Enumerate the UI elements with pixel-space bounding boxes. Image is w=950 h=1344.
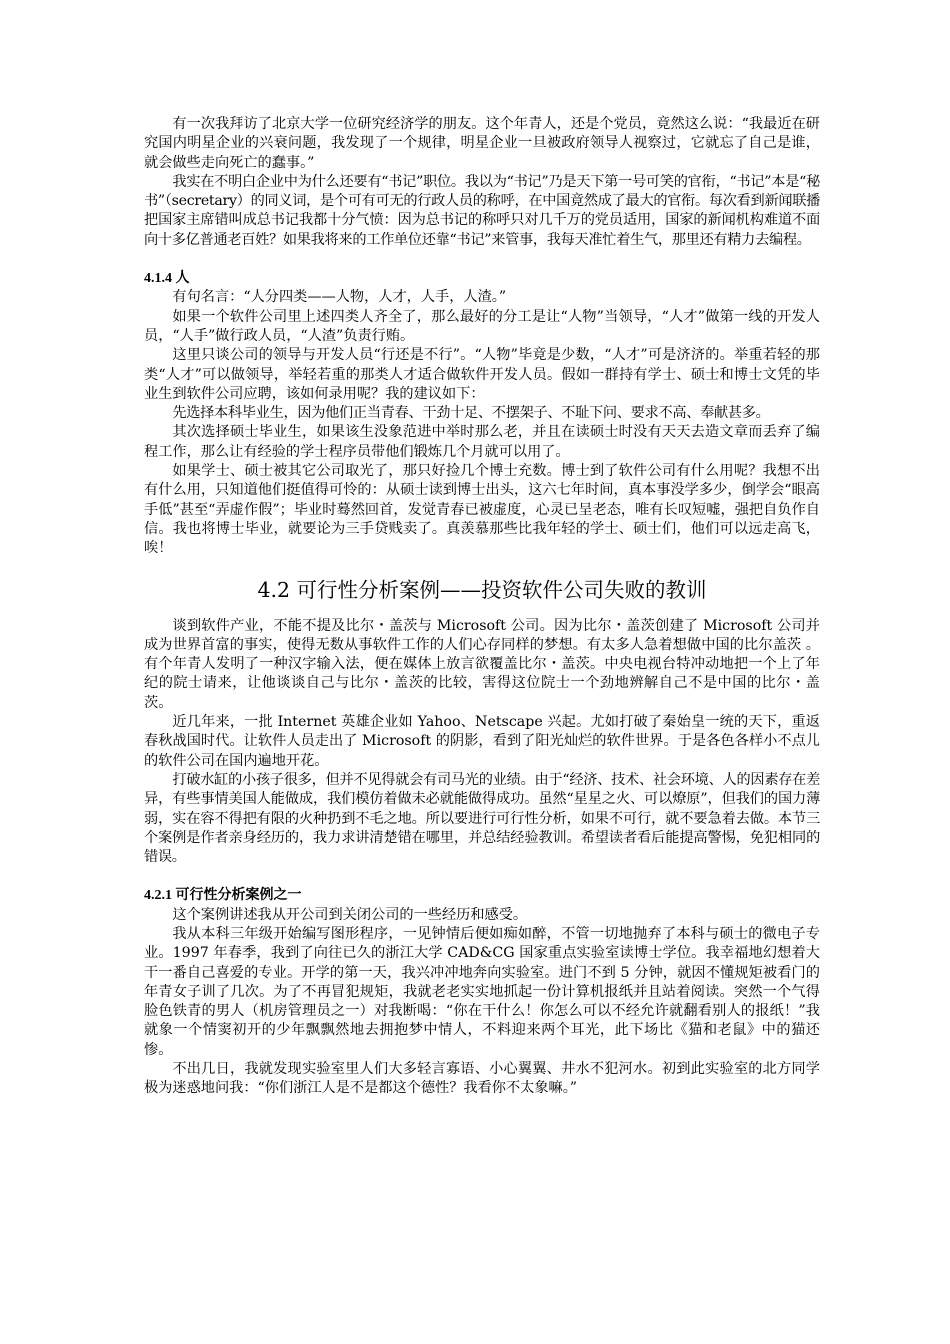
- paragraph: 如果学士、硕士被其它公司取光了，那只好捡几个博士充数。博士到了软件公司有什么用呢？我想不出有什么用，只知道他们挺值得可怜的：从硕士读到博士出头，这六七年时间，真本事没学多少，倒学会“眼高手低”甚至“弄虚作假”；毕业时蓦然回首，发觉青春已被虚度，心灵已呈老态，唯有长叹短嘘，强把自负作自信。我也将博士毕业，就要论为三手贷贱卖了。真羡慕那些比我年轻的学士、硕士们，他们可以远走高飞，唉！: [144, 463, 820, 557]
- paragraph: 其次选择硕士毕业生，如果该生没象范进中举时那么老，并且在读硕士时没有天天去造文章而丢弃了编程工作，那么让有经验的学士程序员带他们锻炼几个月就可以用了。: [144, 424, 820, 460]
- document-page: [144, 115, 820, 1099]
- paragraph: 这里只谈公司的领导与开发人员“行还是不行”。“人物”毕竟是少数，“人才”可是济济的。举重若轻的那类“人才”可以做领导，举轻若重的那类人才适合做软件开发人员。假如一群持有学士、硕士和博士文凭的毕业生到软件公司应聘，该如何录用呢？我的建议如下：: [144, 347, 820, 402]
- paragraph: 谈到软件产业，不能不提及比尔・盖茨与 Microsoft 公司。因为比尔・盖茨创建了 Microsoft 公司并成为世界首富的事实，使得无数从事软件工作的人们心存同样的梦想。有太多人急着想做中国的比尔盖茨 。有个年青人发明了一种汉字输入法，便在媒体上放言欲覆盖比尔・盖茨。中央电视台特冲动地把一个上了年纪的院士请来，让他谈谈自己与比尔・盖茨的比较，害得这位院士一个劲地辨解自己不是中国的比尔・盖茨。: [144, 617, 820, 711]
- paragraph: 有句名言：“人分四类——人物，人才，人手，人渣。”: [172, 289, 507, 306]
- section-heading-4-2: 4.2 可行性分析案例——投资软件公司失败的教训: [257, 577, 707, 602]
- paragraph: 打破水缸的小孩子很多，但并不见得就会有司马光的业绩。由于“经济、技术、社会环境、人的因素存在差异，有些事情美国人能做成，我们模仿着做未必就能做得成功。虽然“星星之火、可以燎原”，但我们的国力薄弱，实在容不得把有限的火种扔到不毛之地。所以要进行可行性分析，如果不可行，就不要急着去做。本节三个案例是作者亲身经历的，我力求讲清楚错在哪里，并总结经验教训。希望读者看后能提高警惕，免犯相同的错误。: [144, 771, 820, 866]
- paragraph: 如果一个软件公司里上述四类人齐全了，那么最好的分工是让“人物”当领导，“人才”做第一线的开发人员，“人手”做行政人员，“人渣”负责行贿。: [144, 308, 820, 344]
- paragraph: 我实在不明白企业中为什么还要有“书记”职位。我以为“书记”乃是天下第一号可笑的官衔，“书记”本是“秘书”（secretary）的同义词，是个可有可无的行政人员的称呼，在中国竟然成了最大的官衔。每次看到新闻联播把国家主席错叫成总书记我都十分气愤：因为总书记的称呼只对几千万的党员适用，国家的新闻机构难道不面向十多亿普通老百姓？如果我将来的工作单位还靠“书记”来管事，我每天准忙着生气，那里还有精力去编程。: [144, 173, 820, 248]
- paragraph: 近几年来，一批 Internet 英雄企业如 Yahoo、Netscape 兴起。尤如打破了秦始皇一统的天下，重返春秋战国时代。让软件人员走出了 Microsoft 的阴影，看到了阳光灿烂的软件世界。于是各色各样小不点儿的软件公司在国内遍地开花。: [144, 714, 820, 769]
- paragraph: 先选择本科毕业生，因为他们正当青春、干劲十足、不摆架子、不耻下问、要求不高、奉献甚多。: [172, 405, 770, 422]
- paragraph: 有一次我拜访了北京大学一位研究经济学的朋友。这个年青人，还是个党员，竟然这么说：“我最近在研究国内明星企业的兴衰问题，我发现了一个规律，明星企业一旦被政府领导人视察过，它就忘了自己是谁，就会做些走向死亡的蠢事。”: [144, 116, 820, 171]
- paragraph: 这个案例讲述我从开公司到关闭公司的一些经历和感受。: [172, 906, 528, 923]
- paragraph: 不出几日，我就发现实验室里人们大多轻言寡语、小心翼翼、井水不犯河水。初到此实验室的北方同学极为迷惑地问我：“你们浙江人是不是都这个德性？我看你不太象嘛。”: [144, 1061, 820, 1097]
- section-heading-4-2-1: 4.2.1 可行性分析案例之一: [144, 888, 302, 904]
- section-heading-4-1-4: 4.1.4 人: [144, 271, 190, 287]
- paragraph: 我从本科三年级开始编写图形程序，一见钟情后便如痴如醉，不管一切地抛弃了本科与硕士的微电子专业。1997 年春季，我到了向往已久的浙江大学 CAD&CG 国家重点实验室读博士学位。我幸福地幻想着大干一番自己喜爱的专业。开学的第一天，我兴冲冲地奔向实验室。进门不到 5 分钟，就因不懂规矩被看门的年青女子训了几次。为了不再冒犯规矩，我就老老实实地抓起一份计算机报纸并且站着阅读。突然一个气得脸色铁青的男人（机房管理员之一）对我断喝：“你在干什么！你怎么可以不经允许就翻看别人的报纸！”我就象一个情窦初开的少年飘飘然地去拥抱梦中情人，不料迎来两个耳光，此下场比《猫和老鼠》中的猫还惨。: [144, 925, 820, 1058]
